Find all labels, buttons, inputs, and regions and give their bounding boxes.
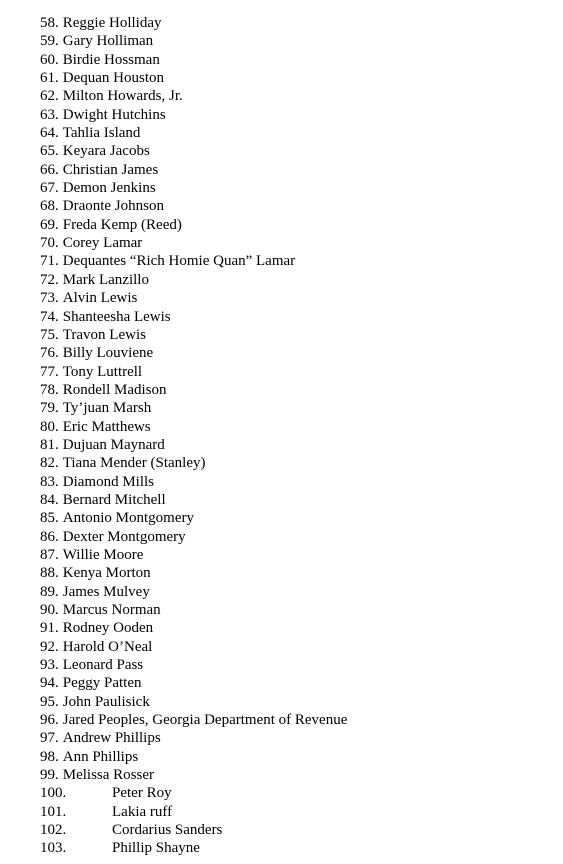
list-item — [40, 474, 347, 492]
item-name: Gary Holliman — [62, 33, 154, 50]
item-number: 81. — [40, 436, 59, 453]
list-item — [40, 730, 347, 748]
item-name: Dwight Hutchins — [62, 106, 166, 123]
item-number: 65. — [40, 143, 59, 160]
item-name: Rondell Madison — [62, 381, 167, 398]
item-name: Eric Matthews — [62, 418, 151, 435]
list-item — [40, 840, 347, 858]
item-name: Harold O’Neal — [62, 638, 153, 655]
item-number: 94. — [40, 675, 59, 692]
item-number: 66. — [40, 161, 59, 178]
item-name: Reggie Holliday — [62, 15, 162, 31]
item-name: Tahlia Island — [62, 125, 141, 142]
list-item — [40, 419, 347, 437]
item-number: 63. — [40, 106, 59, 123]
item-number: 97. — [40, 730, 59, 747]
item-name: Dequan Houston — [62, 70, 164, 87]
item-name: Draonte Johnson — [62, 198, 164, 215]
item-number: 102. — [40, 822, 67, 839]
item-name: Dequantes “Rich Homie Quan” Lamar — [62, 253, 296, 270]
list-item — [40, 657, 347, 675]
item-name: Dujuan Maynard — [62, 436, 165, 453]
item-number: 83. — [40, 473, 59, 490]
item-number: 93. — [40, 657, 59, 674]
list-item — [40, 88, 347, 106]
item-name: Jared Peoples, Georgia Department of Revenue — [62, 712, 348, 729]
item-name: Phillip Shayne — [112, 840, 200, 857]
item-name: Billy Louviene — [62, 345, 154, 362]
item-name: Lakia ruff — [112, 803, 173, 820]
list-item — [40, 749, 347, 767]
item-number: 99. — [40, 767, 59, 784]
item-number: 90. — [40, 602, 59, 618]
item-number: 95. — [40, 693, 59, 710]
list-item — [40, 15, 347, 33]
item-number: 82. — [40, 455, 59, 472]
list-item — [40, 767, 347, 785]
list-item — [40, 217, 347, 235]
item-number: 98. — [40, 748, 59, 765]
list-item — [40, 400, 347, 418]
item-name: Kenya Morton — [62, 565, 151, 582]
list-item — [40, 253, 347, 271]
list-item — [40, 143, 347, 161]
list-item — [40, 602, 347, 620]
item-name: Marcus Norman — [62, 602, 161, 618]
item-number: 88. — [40, 565, 59, 582]
item-number: 96. — [40, 712, 59, 729]
item-name: Birdie Hossman — [62, 51, 160, 68]
item-number: 80. — [40, 418, 59, 435]
list-item — [40, 345, 347, 363]
list-item — [40, 675, 347, 693]
item-number: 73. — [40, 290, 59, 307]
item-number: 62. — [40, 88, 59, 105]
list-item — [40, 822, 347, 840]
list-item — [40, 565, 347, 583]
item-name: John Paulisick — [62, 693, 150, 710]
list-item — [40, 455, 347, 473]
item-name: Milton Howards, Jr. — [62, 88, 183, 105]
item-name: Leonard Pass — [62, 657, 144, 674]
item-name: Freda Kemp (Reed) — [62, 216, 182, 233]
list-item — [40, 33, 347, 51]
item-number: 76. — [40, 345, 59, 362]
item-name: Ann Phillips — [62, 748, 139, 765]
item-name: Corey Lamar — [62, 235, 143, 252]
list-item — [40, 639, 347, 657]
list-item — [40, 162, 347, 180]
list-item — [40, 272, 347, 290]
list-item — [40, 198, 347, 216]
item-name: Demon Jenkins — [62, 180, 156, 197]
list-item — [40, 309, 347, 327]
item-name: Dexter Montgomery — [62, 528, 186, 545]
item-name: Cordarius Sanders — [112, 822, 223, 839]
item-number: 74. — [40, 308, 59, 325]
item-name: James Mulvey — [62, 583, 150, 600]
item-number: 70. — [40, 235, 59, 252]
item-name: Alvin Lewis — [62, 290, 138, 307]
item-number: 91. — [40, 620, 59, 637]
item-name: Christian James — [62, 161, 159, 178]
item-number: 86. — [40, 528, 59, 545]
item-number: 71. — [40, 253, 59, 270]
list-item — [40, 290, 347, 308]
list-item — [40, 180, 347, 198]
list-item — [40, 547, 347, 565]
list-item — [40, 382, 347, 400]
list-item — [40, 70, 347, 88]
list-item — [40, 52, 347, 70]
item-number: 92. — [40, 638, 59, 655]
item-name: Keyara Jacobs — [62, 143, 150, 160]
item-name: Mark Lanzillo — [62, 271, 149, 288]
item-number: 58. — [40, 15, 59, 31]
item-number: 79. — [40, 400, 59, 417]
item-name: Shanteesha Lewis — [62, 308, 171, 325]
item-name: Andrew Phillips — [62, 730, 161, 747]
item-name: Tiana Mender (Stanley) — [62, 455, 206, 472]
list-item — [40, 492, 347, 510]
item-name: Antonio Montgomery — [62, 510, 194, 527]
item-number: 78. — [40, 381, 59, 398]
list-item — [40, 235, 347, 253]
item-number: 85. — [40, 510, 59, 527]
list-item — [40, 785, 347, 803]
item-number: 89. — [40, 583, 59, 600]
list-item — [40, 584, 347, 602]
item-number: 77. — [40, 363, 59, 380]
item-name: Bernard Mitchell — [62, 491, 166, 508]
item-name: Diamond Mills — [62, 473, 155, 490]
item-name: Tony Luttrell — [62, 363, 143, 380]
item-name: Ty’juan Marsh — [62, 400, 152, 417]
item-name: Travon Lewis — [62, 326, 146, 343]
list-item — [40, 327, 347, 345]
item-number: 100. — [40, 785, 67, 802]
item-name: Melissa Rosser — [62, 767, 154, 784]
list-item — [40, 529, 347, 547]
list-item — [40, 694, 347, 712]
item-number: 59. — [40, 33, 59, 50]
item-name: Rodney Ooden — [62, 620, 154, 637]
list-item — [40, 804, 347, 822]
item-number: 60. — [40, 51, 59, 68]
list-item — [40, 125, 347, 143]
list-item — [40, 712, 347, 730]
item-number: 84. — [40, 491, 59, 508]
item-number: 61. — [40, 70, 59, 87]
item-name: Willie Moore — [62, 546, 144, 563]
item-number: 69. — [40, 216, 59, 233]
list-item — [40, 437, 347, 455]
list-item — [40, 620, 347, 638]
item-number: 101. — [40, 803, 67, 820]
item-name: Peggy Patten — [62, 675, 142, 692]
list-item — [40, 510, 347, 528]
item-number: 68. — [40, 198, 59, 215]
numbered-name-list — [40, 15, 347, 859]
item-number: 87. — [40, 546, 59, 563]
list-item — [40, 107, 347, 125]
item-number: 75. — [40, 326, 59, 343]
item-number: 67. — [40, 180, 59, 197]
item-name: Peter Roy — [112, 785, 172, 802]
item-number: 72. — [40, 271, 59, 288]
item-number: 64. — [40, 125, 59, 142]
list-item — [40, 364, 347, 382]
item-number: 103. — [40, 840, 67, 857]
